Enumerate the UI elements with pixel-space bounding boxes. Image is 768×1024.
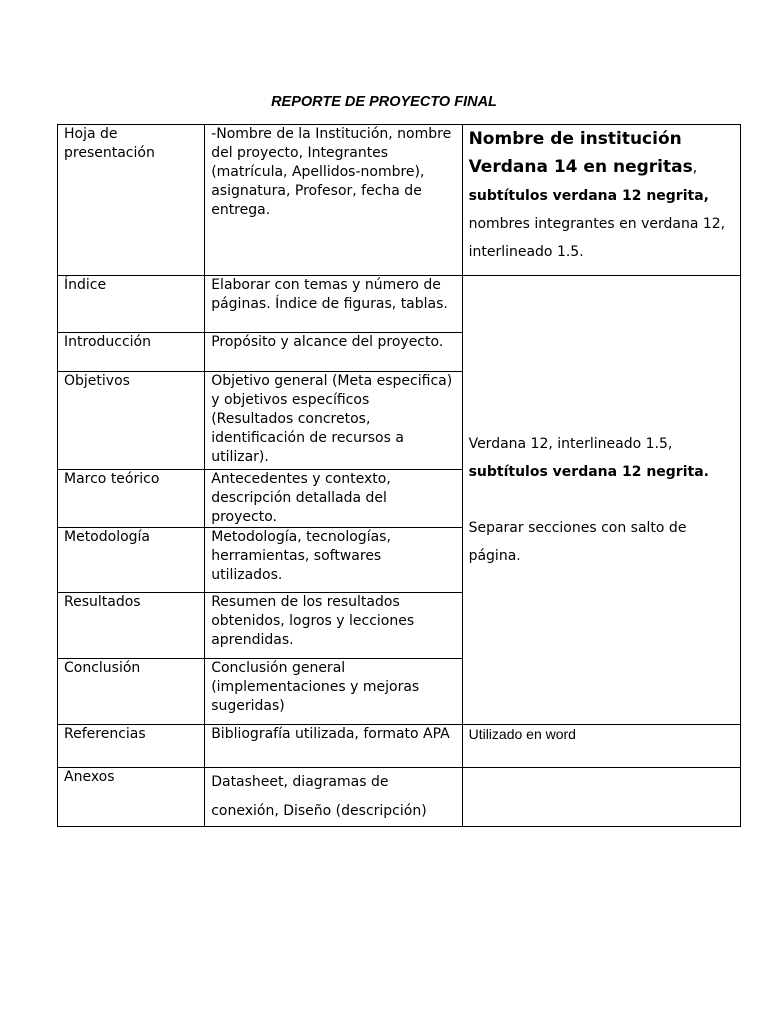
table-row xyxy=(58,125,741,276)
section-cell: Índice xyxy=(58,276,205,333)
description-cell: Elaborar con temas y número de páginas. Índice de figuras, tablas. xyxy=(205,276,462,333)
section-cell: Metodología xyxy=(58,528,205,593)
description-cell: Objetivo general (Meta especifica) y objetivos específicos (Resultados concretos, identificación de recursos a utilizar). xyxy=(205,372,462,470)
table-row xyxy=(58,725,741,768)
section-cell: Introducción xyxy=(58,333,205,372)
section-cell: Objetivos xyxy=(58,372,205,470)
body-note-line3: Separar secciones con salto de página. xyxy=(468,520,687,564)
description-cell: Propósito y alcance del proyecto. xyxy=(205,333,462,372)
body-note-line1: Verdana 12, interlineado 1.5, xyxy=(468,436,673,452)
cover-note-line2: Verdana 14 en negritas xyxy=(468,157,693,177)
description-cell: Bibliografía utilizada, formato APA xyxy=(205,725,462,768)
description-cell: -Nombre de la Institución, nombre del proyecto, Integrantes (matrícula, Apellidos-nombre), asignatura, Profesor, fecha de entrega. xyxy=(205,125,462,276)
format-note-references: Utilizado en word xyxy=(462,725,740,768)
cover-note-line1: Nombre de institución xyxy=(468,129,682,149)
body-note-line2: subtítulos verdana 12 negrita. xyxy=(468,464,709,480)
cover-note-line3: subtítulos verdana 12 negrita, xyxy=(468,188,709,204)
section-cell: Hoja de presentación xyxy=(58,125,205,276)
format-note-annexes xyxy=(462,768,740,827)
cover-note-line2-suffix: , xyxy=(692,160,698,176)
format-note-body xyxy=(462,276,740,725)
section-cell: Referencias xyxy=(58,725,205,768)
section-cell: Resultados xyxy=(58,593,205,659)
description-cell: Conclusión general (implementaciones y mejoras sugeridas) xyxy=(205,659,462,725)
description-cell: Datasheet, diagramas de conexión, Diseño (descripción) xyxy=(205,768,462,827)
section-cell: Conclusión xyxy=(58,659,205,725)
cover-note-line4: nombres integrantes en verdana 12, interlineado 1.5. xyxy=(468,216,726,260)
section-cell: Anexos xyxy=(58,768,205,827)
report-table xyxy=(57,124,741,827)
document-title: REPORTE DE PROYECTO FINAL xyxy=(271,94,497,110)
description-cell: Metodología, tecnologías, herramientas, softwares utilizados. xyxy=(205,528,462,593)
description-cell: Resumen de los resultados obtenidos, logros y lecciones aprendidas. xyxy=(205,593,462,659)
table-row xyxy=(58,276,741,333)
description-cell: Antecedentes y contexto, descripción detallada del proyecto. xyxy=(205,470,462,528)
format-note-cover xyxy=(462,125,740,276)
section-cell: Marco teórico xyxy=(58,470,205,528)
cover-note-line2-wrap xyxy=(469,153,734,182)
table-row xyxy=(58,768,741,827)
